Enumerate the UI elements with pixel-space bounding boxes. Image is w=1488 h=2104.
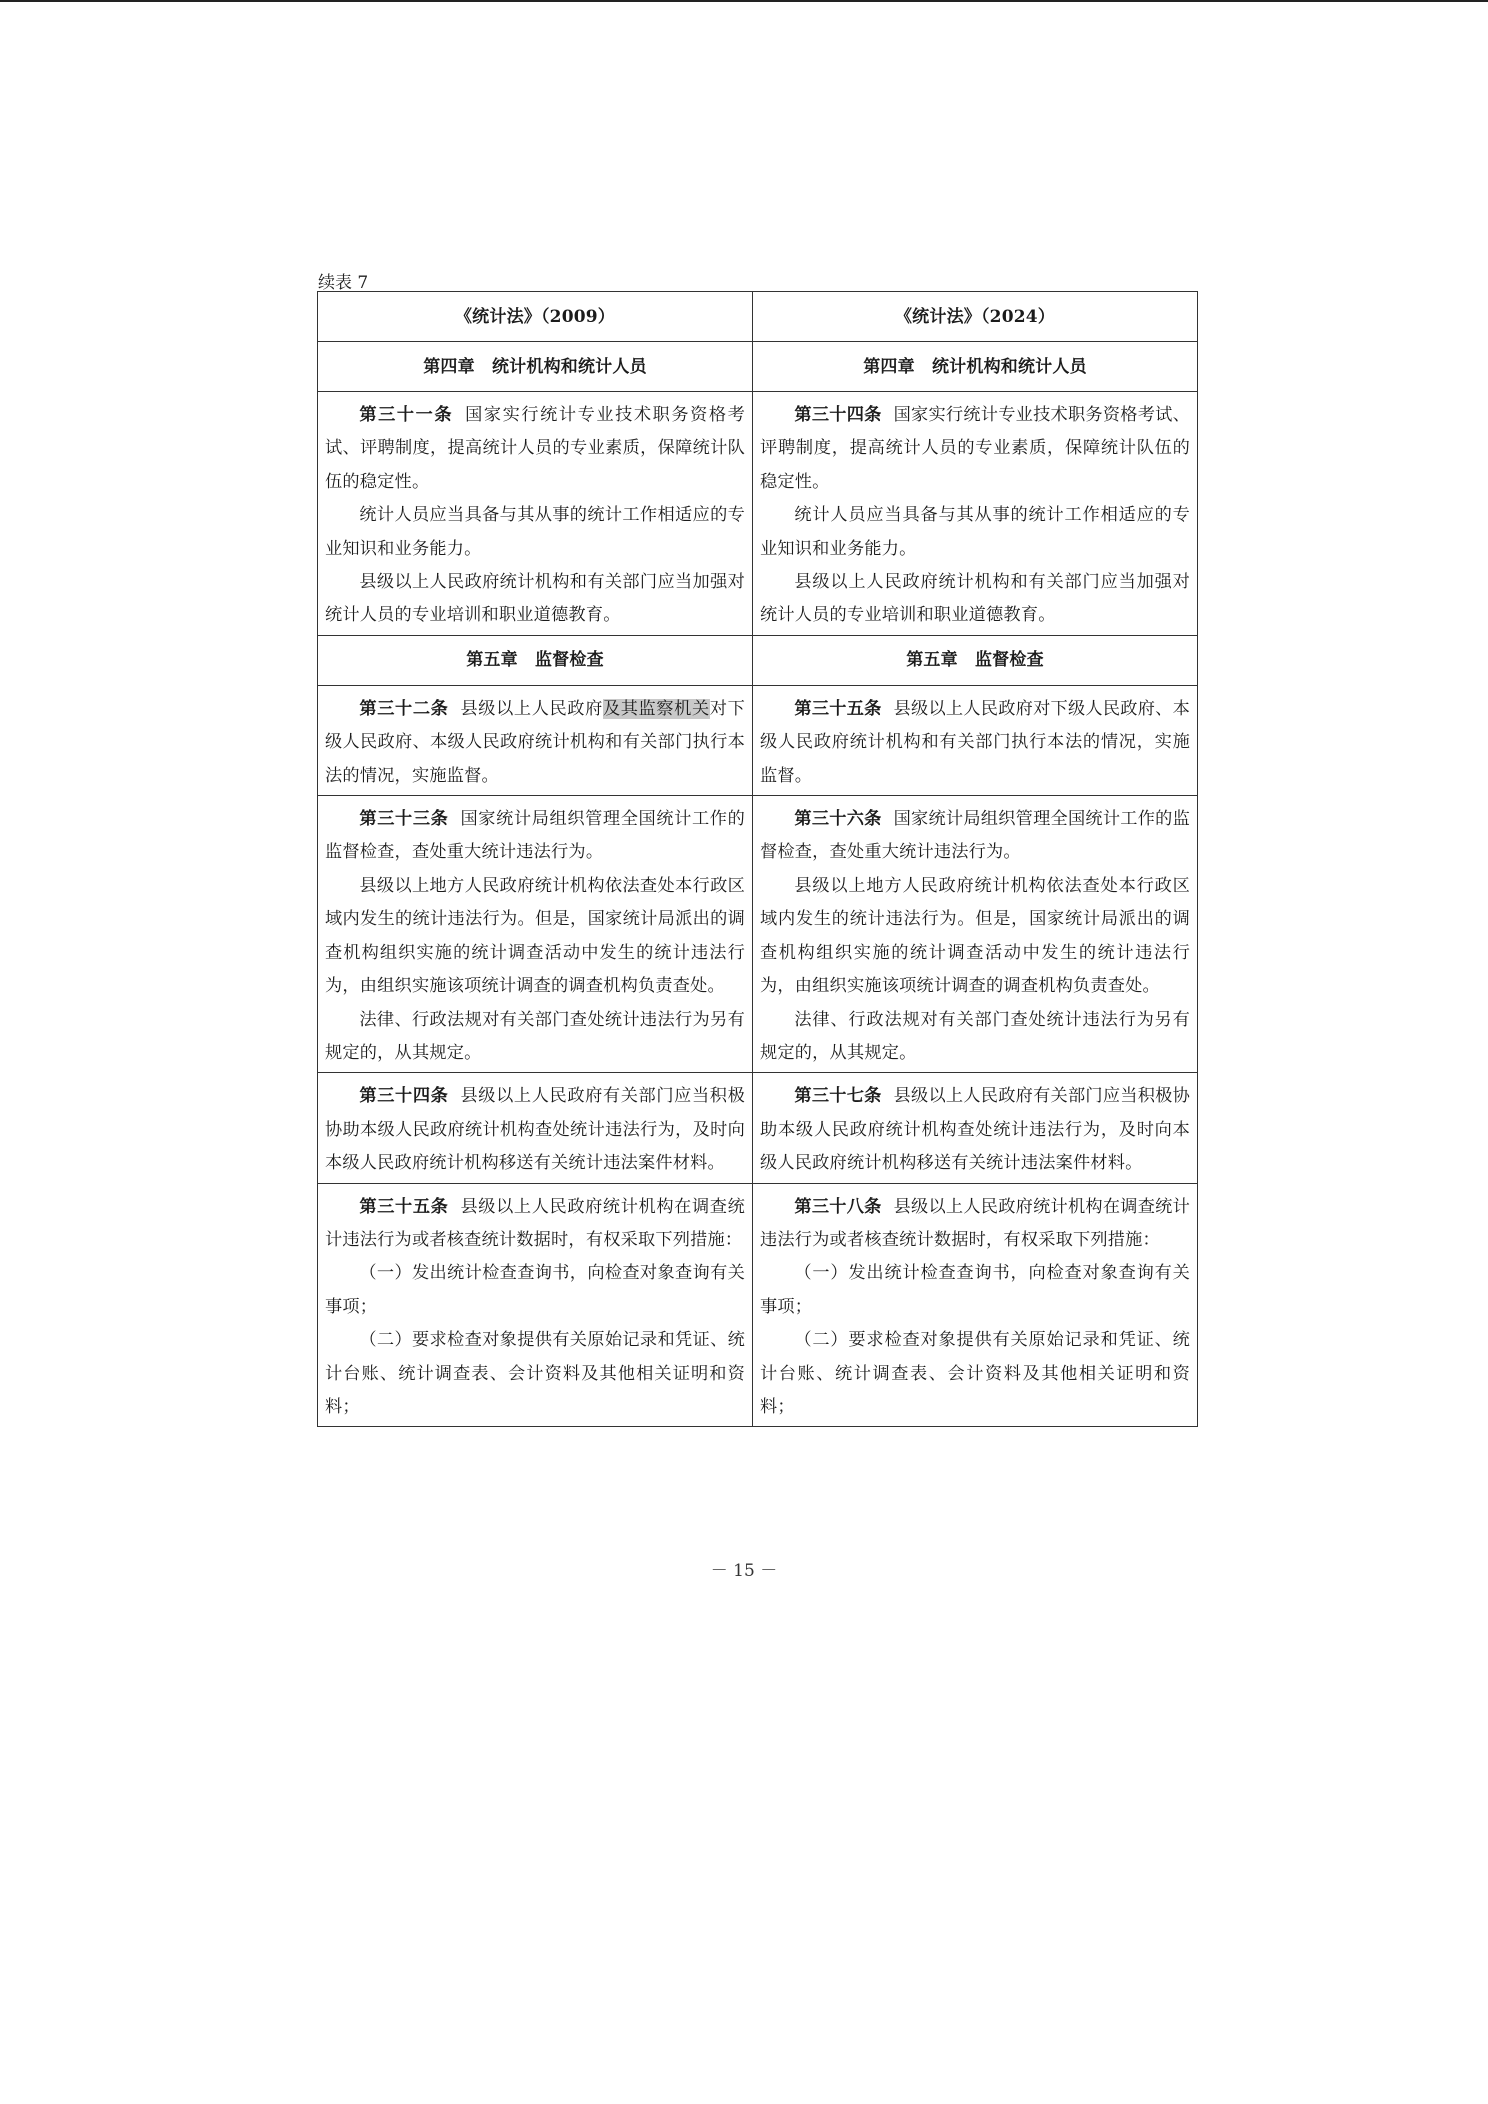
table-caption: 续表 7 (318, 273, 369, 293)
article-number: 第三十七条 (794, 1086, 882, 1107)
chapter-row (318, 342, 1198, 392)
article-paragraph (325, 1080, 745, 1180)
article-cell-left (318, 392, 753, 636)
scan-top-border (0, 0, 1488, 2)
article-text: 国家实行统计专业技术职务资格考试、评聘制度，提高统计人员的专业素质，保障统计队伍的稳定性。 (325, 405, 745, 492)
article-text: 县级以上人民政府有关部门应当积极协助本级人民政府统计机构查处统计违法行为，及时向本级人民政府统计机构移送有关统计违法案件材料。 (760, 1086, 1190, 1174)
article-number: 第三十六条 (794, 809, 882, 830)
table-header-row (318, 292, 1198, 342)
article-paragraph: 县级以上人民政府统计机构和有关部门应当加强对统计人员的专业培训和职业道德教育。 (760, 572, 1190, 626)
article-paragraph: 统计人员应当具备与其从事的统计工作相适应的专业知识和业务能力。 (760, 505, 1190, 559)
highlighted-text: 及其监察机关 (602, 698, 710, 719)
law-comparison-table (317, 291, 1198, 1427)
article-text: 县级以上人民政府有关部门应当积极协助本级人民政府统计机构查处统计违法行为，及时向本级人民政府统计机构移送有关统计违法案件材料。 (325, 1086, 745, 1174)
article-text: 国家实行统计专业技术职务资格考试、评聘制度，提高统计人员的专业素质，保障统计队伍的稳定性。 (760, 405, 1190, 492)
article-number: 第三十四条 (794, 405, 882, 425)
article-cell-left (318, 1073, 753, 1183)
page-number: － 15 － (710, 1561, 778, 1581)
chapter-title-right: 第五章 监督检查 (753, 635, 1198, 685)
article-number: 第三十三条 (359, 809, 449, 830)
article-paragraph (760, 693, 1190, 793)
column-header-2024: 《统计法》（2024） (753, 292, 1198, 342)
article-cell-left (318, 1183, 753, 1427)
article-number: 第三十四条 (359, 1086, 449, 1107)
article-paragraph: 县级以上地方人民政府统计机构依法查处本行政区域内发生的统计违法行为。但是，国家统计局派出的调查机构组织实施的统计调查活动中发生的统计违法行为，由组织实施该项统计调查的调查机构负责查处。 (760, 875, 1190, 997)
chapter-title-left: 第四章 统计机构和统计人员 (318, 342, 753, 392)
article-paragraph: （一）发出统计检查查询书，向检查对象查询有关事项； (760, 1263, 1190, 1317)
article-paragraph: （二）要求检查对象提供有关原始记录和凭证、统计台账、统计调查表、会计资料及其他相关证明和资料； (760, 1330, 1190, 1417)
article-text: 对下级人民政府、本级人民政府统计机构和有关部门执行本法的情况，实施监督。 (325, 698, 745, 786)
table-row (318, 1073, 1198, 1183)
chapter-title-left: 第五章 监督检查 (318, 635, 753, 685)
article-number: 第三十五条 (359, 1196, 449, 1217)
article-number: 第三十八条 (794, 1196, 882, 1217)
article-paragraph: 法律、行政法规对有关部门查处统计违法行为另有规定的，从其规定。 (325, 1009, 745, 1063)
article-paragraph (325, 693, 745, 793)
article-paragraph (325, 399, 745, 499)
chapter-title-right: 第四章 统计机构和统计人员 (753, 342, 1198, 392)
article-cell-right (753, 392, 1198, 636)
article-paragraph: （一）发出统计检查查询书，向检查对象查询有关事项； (325, 1263, 745, 1317)
article-text: 县级以上人民政府对下级人民政府、本级人民政府统计机构和有关部门执行本法的情况，实施监督。 (760, 698, 1190, 786)
article-text: 县级以上人民政府 (460, 698, 603, 719)
table-row (318, 1183, 1198, 1427)
table-row (318, 796, 1198, 1073)
article-paragraph (760, 1080, 1190, 1180)
article-number: 第三十二条 (359, 698, 449, 719)
chapter-row (318, 635, 1198, 685)
column-header-2009: 《统计法》（2009） (318, 292, 753, 342)
article-paragraph (325, 1191, 745, 1258)
article-text: 国家统计局组织管理全国统计工作的监督检查，查处重大统计违法行为。 (760, 809, 1190, 863)
article-paragraph: 统计人员应当具备与其从事的统计工作相适应的专业知识和业务能力。 (325, 505, 745, 559)
table-row (318, 685, 1198, 795)
article-paragraph: 县级以上地方人民政府统计机构依法查处本行政区域内发生的统计违法行为。但是，国家统计局派出的调查机构组织实施的统计调查活动中发生的统计违法行为，由组织实施该项统计调查的调查机构负责查处。 (325, 875, 745, 997)
article-paragraph: （二）要求检查对象提供有关原始记录和凭证、统计台账、统计调查表、会计资料及其他相关证明和资料； (325, 1330, 745, 1417)
table-row (318, 392, 1198, 636)
article-cell-left (318, 685, 753, 795)
article-number: 第三十五条 (794, 698, 882, 719)
article-paragraph (325, 803, 745, 870)
article-text: 县级以上人民政府统计机构在调查统计违法行为或者核查统计数据时，有权采取下列措施： (325, 1196, 745, 1250)
article-cell-left (318, 796, 753, 1073)
article-number: 第三十一条 (359, 405, 454, 425)
article-cell-right (753, 685, 1198, 795)
article-paragraph: 法律、行政法规对有关部门查处统计违法行为另有规定的，从其规定。 (760, 1009, 1190, 1063)
article-paragraph (760, 803, 1190, 870)
article-paragraph (760, 1191, 1190, 1258)
article-text: 县级以上人民政府统计机构在调查统计违法行为或者核查统计数据时，有权采取下列措施： (760, 1196, 1190, 1250)
article-paragraph (760, 399, 1190, 499)
article-cell-right (753, 1073, 1198, 1183)
article-cell-right (753, 1183, 1198, 1427)
article-paragraph: 县级以上人民政府统计机构和有关部门应当加强对统计人员的专业培训和职业道德教育。 (325, 572, 745, 626)
article-text: 国家统计局组织管理全国统计工作的监督检查，查处重大统计违法行为。 (325, 809, 745, 863)
article-cell-right (753, 796, 1198, 1073)
